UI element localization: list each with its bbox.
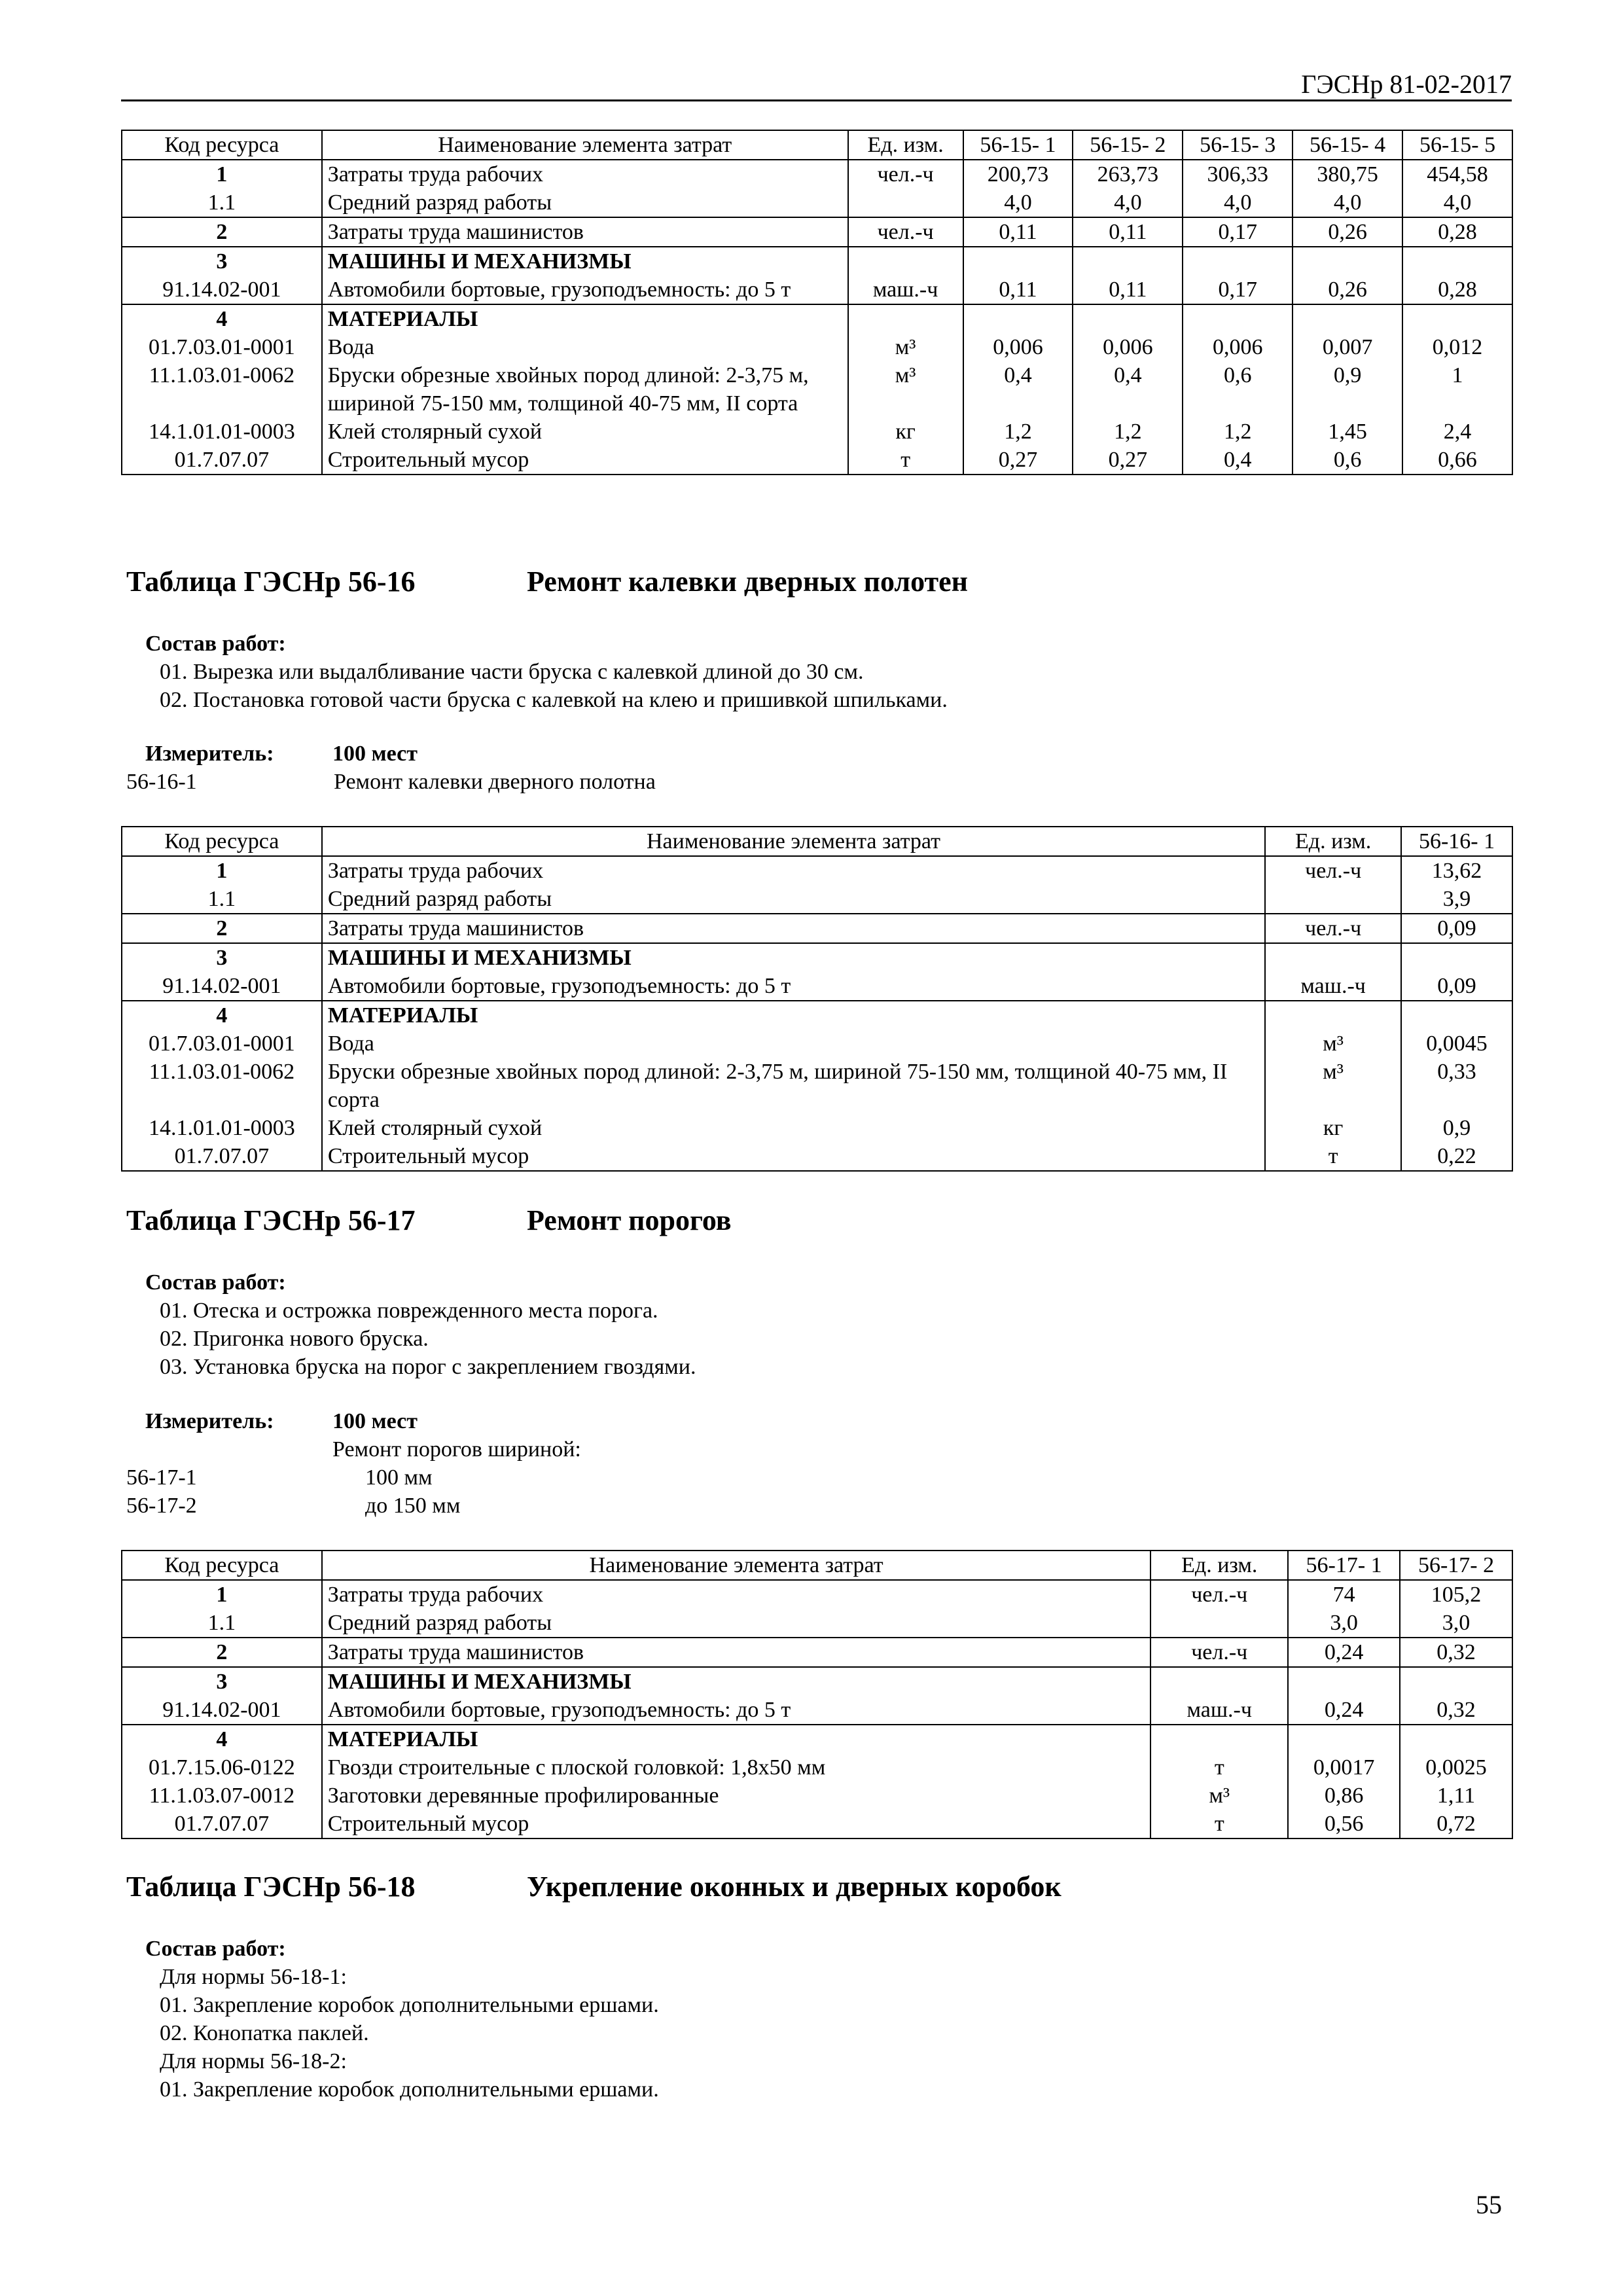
section-title-56-16 (126, 564, 969, 600)
resource-code: 01.7.03.01-0001 (122, 1030, 322, 1058)
resource-code: 2 (122, 914, 322, 943)
resource-value: 0,006 (1183, 333, 1293, 361)
meter-value: 100 мест (332, 1409, 418, 1433)
meter-label: Измеритель: (145, 1409, 274, 1433)
table-header-row (122, 827, 1512, 856)
table-row (122, 1030, 1512, 1058)
resource-code: 1.1 (122, 885, 322, 914)
norm-line-56-16-1 (126, 768, 656, 796)
section-title-56-17 (126, 1203, 732, 1238)
table-label: Таблица ГЭСНр 56-16 (126, 565, 416, 598)
norm-line-56-17-2 (126, 1492, 460, 1520)
resource-name: Бруски обрезные хвойных пород длиной: 2-3,75 м, шириной 75-150 мм, толщиной 40-75 мм, II сорта (322, 361, 848, 418)
resource-unit: маш.-ч (1150, 1696, 1288, 1725)
table-title: Ремонт порогов (527, 1204, 732, 1236)
resource-code: 14.1.01.01-0003 (122, 1114, 322, 1142)
resource-unit: м³ (848, 333, 963, 361)
resource-value: 0,27 (1073, 446, 1183, 475)
resource-unit: чел.-ч (1150, 1580, 1288, 1609)
table-header-row (122, 1551, 1512, 1580)
resource-value: 0,86 (1288, 1782, 1400, 1810)
resource-unit: т (1150, 1753, 1288, 1782)
table-row (122, 1696, 1512, 1725)
resource-value: 0,09 (1401, 914, 1512, 943)
table-row (122, 885, 1512, 914)
resource-unit: чел.-ч (848, 160, 963, 188)
resource-code: 1.1 (122, 188, 322, 217)
resource-value: 0,9 (1401, 1114, 1512, 1142)
header-divider (121, 99, 1512, 101)
resource-name: Затраты труда рабочих (322, 1580, 1151, 1609)
resource-value: 306,33 (1183, 160, 1293, 188)
resource-name: Средний разряд работы (322, 188, 848, 217)
work-composition-56-16 (145, 630, 948, 714)
resource-value: 0,4 (1183, 446, 1293, 475)
resource-name: Затраты труда машинистов (322, 1638, 1151, 1667)
column-header: Код ресурса (122, 1551, 322, 1580)
column-header: Наименование элемента затрат (322, 1551, 1151, 1580)
table-row (122, 1001, 1512, 1030)
norm-code: 56-17-1 (126, 1465, 197, 1490)
resource-name: Автомобили бортовые, грузоподъемность: до 5 т (322, 1696, 1151, 1725)
resource-name: Бруски обрезные хвойных пород длиной: 2-3,75 м, шириной 75-150 мм, толщиной 40-75 мм, II сорта (322, 1058, 1265, 1114)
column-header: Ед. изм. (1150, 1551, 1288, 1580)
resource-value: 0,22 (1401, 1142, 1512, 1171)
work-item: 02. Пригонка нового бруска. (160, 1327, 429, 1351)
resource-code: 01.7.03.01-0001 (122, 333, 322, 361)
table-row (122, 856, 1512, 885)
resource-code: 11.1.03.01-0062 (122, 1058, 322, 1114)
norm-code: 56-16-1 (126, 770, 197, 794)
resource-value: 1,2 (963, 418, 1073, 446)
resource-value: 0,24 (1288, 1696, 1400, 1725)
norm-description: Ремонт калевки дверного полотна (334, 770, 656, 794)
table-row (122, 276, 1512, 304)
resource-value: 1 (1402, 361, 1512, 418)
resource-value: 0,32 (1400, 1696, 1512, 1725)
resource-value: 0,66 (1402, 446, 1512, 475)
resource-code: 3 (122, 247, 322, 276)
table-row (122, 1782, 1512, 1810)
work-item: 01. Закрепление коробок дополнительными ершами. (160, 1993, 659, 2017)
norm-caption: Ремонт порогов шириной: (332, 1437, 581, 1462)
work-item: 02. Постановка готовой части бруска с калевкой на клею и пришивкой шпильками. (160, 688, 948, 712)
resource-value: 0,007 (1293, 333, 1402, 361)
resource-name: Строительный мусор (322, 1810, 1151, 1839)
resource-code: 3 (122, 943, 322, 972)
table-row (122, 160, 1512, 188)
table-row (122, 247, 1512, 276)
resource-value: 1,2 (1183, 418, 1293, 446)
table-row (122, 188, 1512, 217)
resource-value: 0,09 (1401, 972, 1512, 1001)
resource-value: 2,4 (1402, 418, 1512, 446)
resource-name: Клей столярный сухой (322, 1114, 1265, 1142)
column-header: 56-15- 3 (1183, 130, 1293, 160)
resource-code: 2 (122, 1638, 322, 1667)
table-row (122, 1810, 1512, 1839)
norm-description: 100 мм (365, 1465, 433, 1490)
table-row (122, 1058, 1512, 1114)
resource-code: 91.14.02-001 (122, 1696, 322, 1725)
resource-value: 0,11 (963, 276, 1073, 304)
resource-value: 0,26 (1293, 276, 1402, 304)
resource-code: 1 (122, 160, 322, 188)
column-header: 56-15- 4 (1293, 130, 1402, 160)
resource-name: Автомобили бортовые, грузоподъемность: до 5 т (322, 276, 848, 304)
resource-value: 0,56 (1288, 1810, 1400, 1839)
resource-value: 105,2 (1400, 1580, 1512, 1609)
column-header: Наименование элемента затрат (322, 130, 848, 160)
resource-name: Строительный мусор (322, 1142, 1265, 1171)
resource-value: 0,28 (1402, 217, 1512, 247)
resource-unit: т (1265, 1142, 1401, 1171)
table-row (122, 304, 1512, 333)
section-heading: МАТЕРИАЛЫ (322, 1725, 1151, 1753)
resource-name: Затраты труда рабочих (322, 856, 1265, 885)
norm-code: 56-17-2 (126, 1494, 197, 1518)
resource-name: Строительный мусор (322, 446, 848, 475)
resource-code: 4 (122, 1725, 322, 1753)
resource-value: 0,24 (1288, 1638, 1400, 1667)
table-title: Укрепление оконных и дверных коробок (527, 1871, 1061, 1903)
resource-code: 01.7.15.06-0122 (122, 1753, 322, 1782)
resource-value: 263,73 (1073, 160, 1183, 188)
table-header-row (122, 130, 1512, 160)
resource-value: 0,17 (1183, 217, 1293, 247)
resource-value: 4,0 (1073, 188, 1183, 217)
resource-value: 380,75 (1293, 160, 1402, 188)
section-title-56-18 (126, 1869, 1061, 1905)
norm-subheading: Для нормы 56-18-2: (160, 2049, 347, 2073)
table-row (122, 1667, 1512, 1696)
resource-value: 0,11 (1073, 217, 1183, 247)
resource-value: 4,0 (1293, 188, 1402, 217)
resource-value: 0,17 (1183, 276, 1293, 304)
resource-name: Вода (322, 333, 848, 361)
resource-code: 4 (122, 1001, 322, 1030)
column-header: Ед. изм. (848, 130, 963, 160)
resource-name: Автомобили бортовые, грузоподъемность: до 5 т (322, 972, 1265, 1001)
resource-unit (1150, 1609, 1288, 1638)
resource-code: 01.7.07.07 (122, 446, 322, 475)
resource-code: 1 (122, 856, 322, 885)
resource-unit: чел.-ч (848, 217, 963, 247)
resource-unit (1265, 885, 1401, 914)
resource-code: 2 (122, 217, 322, 247)
column-header: Ед. изм. (1265, 827, 1401, 856)
table-row (122, 943, 1512, 972)
resource-value: 200,73 (963, 160, 1073, 188)
resource-code: 91.14.02-001 (122, 276, 322, 304)
resource-value: 0,26 (1293, 217, 1402, 247)
resource-value: 0,0025 (1400, 1753, 1512, 1782)
column-header: 56-17- 1 (1288, 1551, 1400, 1580)
column-header: 56-16- 1 (1401, 827, 1512, 856)
resource-unit: чел.-ч (1265, 856, 1401, 885)
resource-value: 0,11 (963, 217, 1073, 247)
resource-value: 0,32 (1400, 1638, 1512, 1667)
resource-value: 0,6 (1183, 361, 1293, 418)
work-composition-56-17 (145, 1268, 696, 1381)
table-row (122, 217, 1512, 247)
resource-value: 0,27 (963, 446, 1073, 475)
table-title: Ремонт калевки дверных полотен (527, 565, 969, 598)
resource-name: Гвозди строительные с плоской головкой: 1,8х50 мм (322, 1753, 1151, 1782)
table-label: Таблица ГЭСНр 56-18 (126, 1871, 416, 1903)
resource-name: Средний разряд работы (322, 885, 1265, 914)
norm-subheading: Для нормы 56-18-1: (160, 1965, 347, 1989)
table-row (122, 972, 1512, 1001)
resource-code: 14.1.01.01-0003 (122, 418, 322, 446)
resource-unit: маш.-ч (848, 276, 963, 304)
table-row (122, 361, 1512, 418)
resource-code: 3 (122, 1667, 322, 1696)
section-heading: МАШИНЫ И МЕХАНИЗМЫ (322, 247, 848, 276)
resource-value: 0,9 (1293, 361, 1402, 418)
resource-value: 454,58 (1402, 160, 1512, 188)
work-item: 01. Вырезка или выдалбливание части бруска с калевкой длиной до 30 см. (160, 660, 864, 684)
table-row (122, 1580, 1512, 1609)
resource-value: 3,0 (1400, 1609, 1512, 1638)
norm-line-56-17-1 (126, 1463, 433, 1492)
resource-value: 1,45 (1293, 418, 1402, 446)
table-row (122, 418, 1512, 446)
resource-table-56-15 (121, 130, 1513, 475)
resource-value: 0,28 (1402, 276, 1512, 304)
table-row (122, 1142, 1512, 1171)
resource-unit: т (848, 446, 963, 475)
meter-line-56-17 (145, 1407, 418, 1435)
resource-value: 3,9 (1401, 885, 1512, 914)
work-item: 01. Отеска и острожка поврежденного места порога. (160, 1299, 658, 1323)
resource-value: 0,006 (963, 333, 1073, 361)
resource-value: 4,0 (1183, 188, 1293, 217)
table-row (122, 333, 1512, 361)
work-item: 01. Закрепление коробок дополнительными ершами. (160, 2077, 659, 2102)
resource-code: 11.1.03.07-0012 (122, 1782, 322, 1810)
resource-name: Клей столярный сухой (322, 418, 848, 446)
resource-value: 1,2 (1073, 418, 1183, 446)
resource-value: 74 (1288, 1580, 1400, 1609)
resource-unit: м³ (1265, 1030, 1401, 1058)
table-row (122, 1609, 1512, 1638)
resource-unit: м³ (848, 361, 963, 418)
work-item: 02. Конопатка паклей. (160, 2021, 369, 2045)
resource-name: Средний разряд работы (322, 1609, 1151, 1638)
section-heading: МАТЕРИАЛЫ (322, 304, 848, 333)
work-composition-56-18 (145, 1935, 659, 2104)
resource-code: 91.14.02-001 (122, 972, 322, 1001)
resource-value: 0,0017 (1288, 1753, 1400, 1782)
resource-value: 0,0045 (1401, 1030, 1512, 1058)
table-row (122, 446, 1512, 475)
resource-code: 4 (122, 304, 322, 333)
page-number: 55 (1476, 2190, 1502, 2219)
meter-label: Измеритель: (145, 742, 274, 766)
resource-code: 01.7.07.07 (122, 1810, 322, 1839)
column-header: 56-15- 2 (1073, 130, 1183, 160)
document-header: ГЭСНр 81-02-2017 (1301, 69, 1512, 99)
resource-unit: т (1150, 1810, 1288, 1839)
resource-value: 13,62 (1401, 856, 1512, 885)
resource-unit (848, 188, 963, 217)
resource-code: 1 (122, 1580, 322, 1609)
resource-value: 0,11 (1073, 276, 1183, 304)
resource-unit: кг (848, 418, 963, 446)
resource-name: Затраты труда рабочих (322, 160, 848, 188)
work-heading: Состав работ: (145, 1270, 286, 1295)
meter-value: 100 мест (332, 742, 418, 766)
resource-table-56-16 (121, 826, 1513, 1172)
resource-code: 01.7.07.07 (122, 1142, 322, 1171)
column-header: 56-15- 1 (963, 130, 1073, 160)
resource-code: 11.1.03.01-0062 (122, 361, 322, 418)
resource-unit: чел.-ч (1150, 1638, 1288, 1667)
resource-name: Заготовки деревянные профилированные (322, 1782, 1151, 1810)
resource-value: 4,0 (963, 188, 1073, 217)
resource-value: 0,72 (1400, 1810, 1512, 1839)
resource-value: 3,0 (1288, 1609, 1400, 1638)
work-item: 03. Установка бруска на порог с закреплением гвоздями. (160, 1355, 696, 1379)
table-row (122, 1753, 1512, 1782)
resource-name: Затраты труда машинистов (322, 914, 1265, 943)
resource-unit: маш.-ч (1265, 972, 1401, 1001)
column-header: Наименование элемента затрат (322, 827, 1265, 856)
resource-table-56-17 (121, 1550, 1513, 1839)
table-row (122, 914, 1512, 943)
resource-value: 0,4 (963, 361, 1073, 418)
resource-value: 0,33 (1401, 1058, 1512, 1114)
resource-unit: кг (1265, 1114, 1401, 1142)
resource-value: 1,11 (1400, 1782, 1512, 1810)
table-row (122, 1725, 1512, 1753)
column-header: Код ресурса (122, 827, 322, 856)
resource-unit: м³ (1150, 1782, 1288, 1810)
meter-line-56-16 (145, 740, 418, 768)
resource-value: 0,6 (1293, 446, 1402, 475)
column-header: 56-17- 2 (1400, 1551, 1512, 1580)
section-heading: МАШИНЫ И МЕХАНИЗМЫ (322, 1667, 1151, 1696)
work-heading: Состав работ: (145, 1937, 286, 1961)
table-row (122, 1114, 1512, 1142)
resource-name: Вода (322, 1030, 1265, 1058)
resource-name: Затраты труда машинистов (322, 217, 848, 247)
column-header: 56-15- 5 (1402, 130, 1512, 160)
resource-value: 0,4 (1073, 361, 1183, 418)
resource-value: 0,006 (1073, 333, 1183, 361)
resource-value: 0,012 (1402, 333, 1512, 361)
resource-code: 1.1 (122, 1609, 322, 1638)
resource-unit: чел.-ч (1265, 914, 1401, 943)
section-heading: МАШИНЫ И МЕХАНИЗМЫ (322, 943, 1265, 972)
column-header: Код ресурса (122, 130, 322, 160)
section-heading: МАТЕРИАЛЫ (322, 1001, 1265, 1030)
resource-value: 4,0 (1402, 188, 1512, 217)
resource-unit: м³ (1265, 1058, 1401, 1114)
table-label: Таблица ГЭСНр 56-17 (126, 1204, 416, 1236)
norm-description: до 150 мм (365, 1494, 461, 1518)
table-row (122, 1638, 1512, 1667)
work-heading: Состав работ: (145, 632, 286, 656)
